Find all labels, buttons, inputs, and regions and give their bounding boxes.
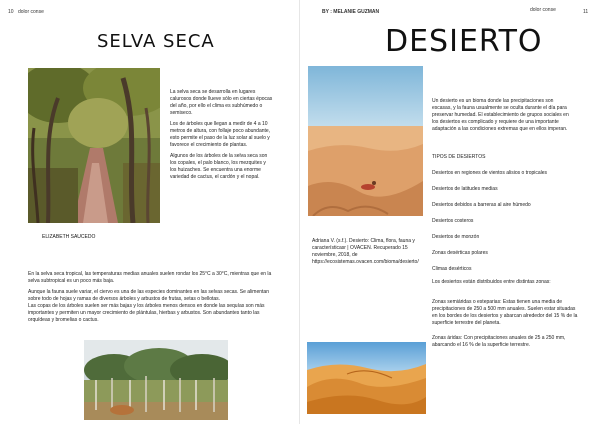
left-page-number: 10 <box>8 9 14 15</box>
bottom-paragraph: En la selva seca tropical, las temperaturas medias anuales suelen rondar los 25°C a 30°C, mientras que en la selva subtropical es un poco más baja. <box>28 271 272 284</box>
side-paragraph: Algunos de los árboles de la selva seca son los copales, el palo blanco, los mezquites y los huizaches. Se encuentra una enorme variedad de cactus, el cardón y el nopal. <box>170 153 268 180</box>
left-bottom-text <box>28 271 278 328</box>
byline: BY : MELANIE GUZMAN <box>322 9 380 15</box>
zone-paragraph: Zonas áridas: Con precipitaciones anuales de 25 a 250 mm, abarcando el 16 % de la superficie terrestre. <box>432 335 566 348</box>
list-item: Zonas desérticas polares <box>432 250 488 256</box>
sand-dunes-photo <box>307 342 426 414</box>
left-magazine-name: dolor conse <box>18 9 44 15</box>
right-page-title: DESIERTO <box>385 24 543 59</box>
dry-forest-photo <box>84 340 228 420</box>
side-paragraph: La selva seca se desarrolla en lugares calurosos donde llueve sólo en ciertas épocas del año, por ello el clima es subhúmedo o semiseco. <box>170 89 273 116</box>
list-item: Desiertos de monzón <box>432 234 480 240</box>
right-page-number: 11 <box>583 9 589 15</box>
left-page-title: SELVA SECA <box>97 31 215 52</box>
types-heading: TIPOS DE DESIERTOS <box>432 154 486 160</box>
forest-path-photo <box>28 68 160 223</box>
list-item: Desiertos en regiones de vientos alisios o tropicales <box>432 170 548 176</box>
types-list <box>432 170 572 282</box>
citation: Adriana V. (s.f.). Desierto: Clima, flora, fauna y característicasr | OVACEN. Recuperado 15 noviembre, 2018, de https://ecosistemas.ovacen.com/bioma/desierto/ <box>312 238 419 265</box>
list-item: Desiertos debidos a barreras al aire húmedo <box>432 202 531 208</box>
left-side-text <box>170 89 273 185</box>
list-item: Desiertos de latitudes medias <box>432 186 498 192</box>
zone-paragraph: Zonas semiáridas o esteparias: Estas tienen una media de precipitaciones de 250 a 500 mm anuales. Suelen estar situadas en los bordes de los desiertos y abarcan alrededor del 15 % de la superficie terrestre del planeta. <box>432 299 578 326</box>
bottom-paragraph: Las copas de los árboles suelen ser más bajas y los árboles menos densos en donde las sequías son más importantes y permiten un mayor crecimiento de plántulas, hierbas y arbustos. Son abundantes tanto las orquídeas y bromelias o cactus. <box>28 303 265 323</box>
right-magazine-name: dolor conse <box>530 7 556 13</box>
desert-person-photo <box>308 66 423 216</box>
side-paragraph: Los de árboles que llegan a medir de 4 a 10 metros de altura, con follaje poco abundante, esto permite el paso de la luz solar al suelo y favorece el crecimiento de plantas. <box>170 121 271 148</box>
list-item: Climas desérticos <box>432 266 472 272</box>
zones-list <box>432 299 582 353</box>
zones-intro: Los desiertos están distribuidos entre distintas zonas: <box>432 279 551 285</box>
bottom-paragraph: Aunque la fauna suele variar, el ciervo es una de las especies dominantes en las selvas secas. Se alimentan sobre todo de hojas y ramas de diversos árboles y arbustos de frutas, setas o bellotas. <box>28 289 269 302</box>
right-intro-text: Un desierto es un bioma donde las precipitaciones son escasas, y la fauna usualmente se oculta durante el día para preservar humedad. El establecimiento de grupos sociales en los desiertos es complicado y requiere de una importante adaptación a las condiciones extremas que en ellos imperan. <box>432 98 569 132</box>
left-author: ELIZABETH SAUCEDO <box>42 234 96 240</box>
list-item: Desiertos costeros <box>432 218 474 224</box>
page-gutter <box>299 0 300 424</box>
